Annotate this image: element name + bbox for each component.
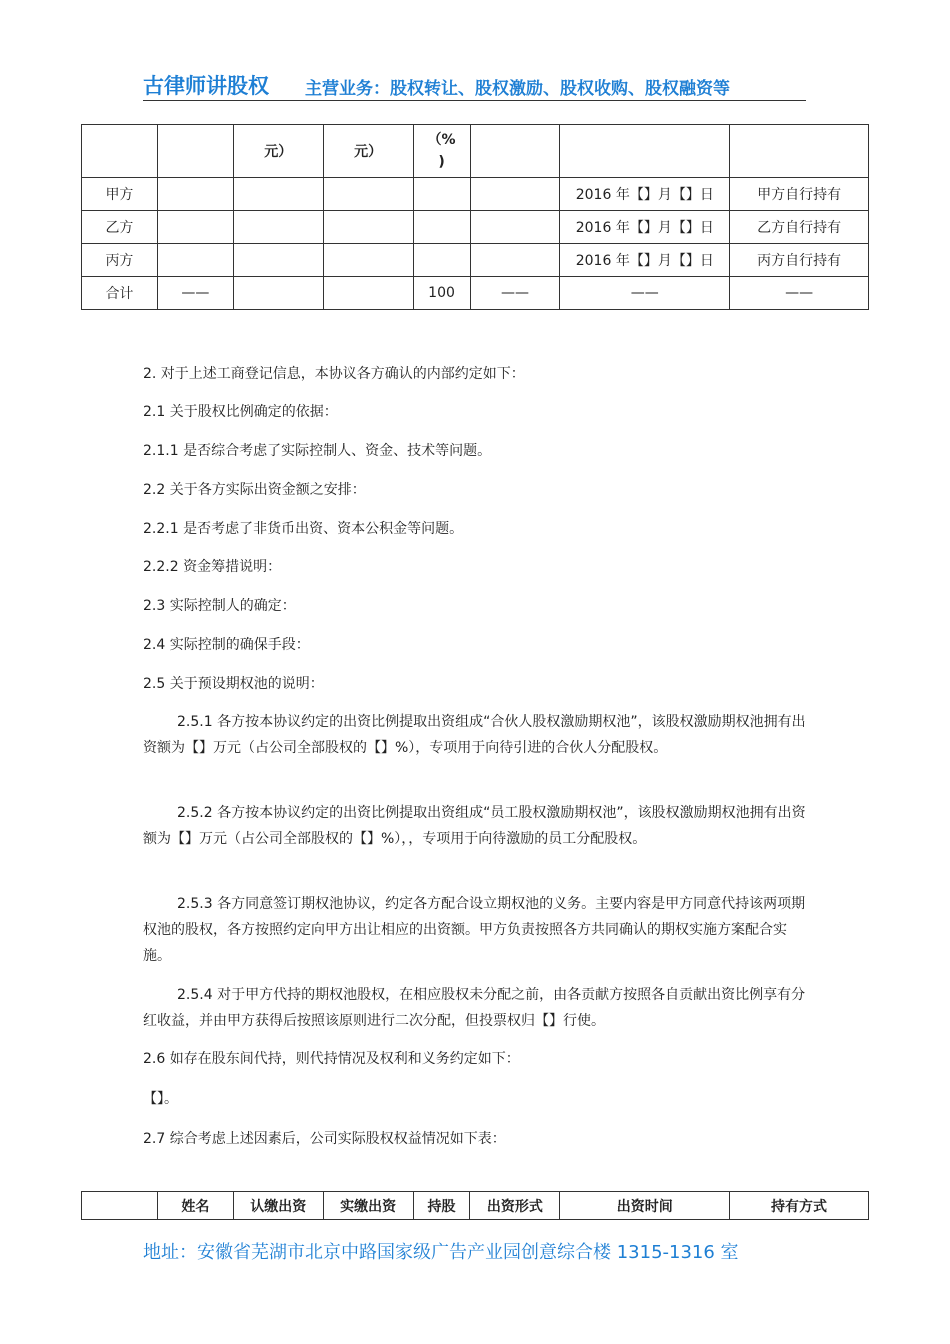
holding-method: 丙方自行持有 xyxy=(730,244,869,277)
paragraph: 2.2.1 是否考虑了非货币出资、资本公积金等问题。 xyxy=(143,521,464,537)
paragraph: 2.5.2 各方按本协议约定的出资比例提取出资组成“员工股权激励期权池”，该股权激励期权池拥有出资额为【】万元（占公司全部股权的【】%），，专项用于向待激励的员工分配股权。 xyxy=(143,805,806,847)
paragraph: 2.2 关于各方实际出资金额之安排： xyxy=(143,482,366,498)
contribution-date: 2016 年【】月【】日 xyxy=(560,211,730,244)
table-header-row xyxy=(82,1192,869,1220)
percent-label: （% xyxy=(427,132,456,148)
table-cell: —— xyxy=(730,277,869,310)
table-header-cell xyxy=(82,1192,158,1220)
table-row xyxy=(82,211,869,244)
paragraph: 2.5.4 对于甲方代持的期权池股权，在相应股权未分配之前，由各贡献方按照各自贡献出资比例享有分红收益，并由甲方获得后按照该原则进行二次分配，但投票权归【】行使。 xyxy=(143,987,806,1029)
paragraph: 2.2.2 资金筹措说明： xyxy=(143,559,282,575)
shareholder-name: 甲方 xyxy=(82,178,158,211)
paragraph: 2.7 综合考虑上述因素后，公司实际股权权益情况如下表： xyxy=(143,1131,506,1147)
table-cell: 元） xyxy=(323,125,413,178)
table-row xyxy=(82,244,869,277)
table-cell xyxy=(323,244,413,277)
paragraph: 2. 对于上述工商登记信息，本协议各方确认的内部约定如下： xyxy=(143,366,525,382)
table-cell xyxy=(413,178,470,211)
table-cell: 元） xyxy=(233,125,323,178)
table-cell xyxy=(323,277,413,310)
table-cell xyxy=(157,244,233,277)
paragraph: 【】。 xyxy=(143,1091,178,1107)
paragraph: 2.4 实际控制的确保手段： xyxy=(143,637,310,653)
table-cell: —— xyxy=(157,277,233,310)
table-total-row xyxy=(82,277,869,310)
table-header-cell: 出资时间 xyxy=(560,1192,730,1220)
table-cell: —— xyxy=(560,277,730,310)
shareholder-name: 乙方 xyxy=(82,211,158,244)
table-cell xyxy=(233,211,323,244)
table-cell xyxy=(323,178,413,211)
percent-label-close: ) xyxy=(438,154,445,170)
table-cell xyxy=(413,125,470,178)
business-scope: 主营业务：股权转让、股权激励、股权收购、股权融资等 xyxy=(305,79,730,99)
table-header-cell: 出资形式 xyxy=(470,1192,560,1220)
contribution-date: 2016 年【】月【】日 xyxy=(560,178,730,211)
paragraph: 2.5.1 各方按本协议约定的出资比例提取出资组成“合伙人股权激励期权池”，该股权激励期权池拥有出资额为【】万元（占公司全部股权的【】%），专项用于向待引进的合伙人分配股权。 xyxy=(143,714,806,756)
table-cell xyxy=(323,211,413,244)
paragraph: 2.5 关于预设期权池的说明： xyxy=(143,676,324,692)
paragraph: 2.3 实际控制人的确定： xyxy=(143,598,296,614)
table-cell xyxy=(233,178,323,211)
holding-method: 乙方自行持有 xyxy=(730,211,869,244)
table-cell xyxy=(157,178,233,211)
total-percent: 100 xyxy=(413,277,470,310)
brand-title: 古律师讲股权 xyxy=(143,74,269,98)
table-cell xyxy=(413,211,470,244)
table-cell xyxy=(470,211,560,244)
table-cell xyxy=(157,125,233,178)
table-header-cell: 姓名 xyxy=(157,1192,233,1220)
table-cell xyxy=(157,211,233,244)
table-header-cell: 持有方式 xyxy=(730,1192,869,1220)
table-cell xyxy=(413,244,470,277)
table-header-cell: 认缴出资 xyxy=(233,1192,323,1220)
shareholder-name: 丙方 xyxy=(82,244,158,277)
paragraph: 2.1 关于股权比例确定的依据： xyxy=(143,404,338,420)
table-cell xyxy=(233,244,323,277)
equity-interest-table xyxy=(81,1191,869,1220)
table-cell xyxy=(560,125,730,178)
contribution-date: 2016 年【】月【】日 xyxy=(560,244,730,277)
total-label: 合计 xyxy=(82,277,158,310)
paragraph: 2.1.1 是否综合考虑了实际控制人、资金、技术等问题。 xyxy=(143,443,492,459)
paragraph: 2.6 如存在股东间代持，则代持情况及权利和义务约定如下： xyxy=(143,1051,520,1067)
table-cell: —— xyxy=(470,277,560,310)
table-cell xyxy=(82,125,158,178)
table-header-cell: 实缴出资 xyxy=(323,1192,413,1220)
table-cell xyxy=(730,125,869,178)
table-header-cell: 持股 xyxy=(413,1192,470,1220)
table-cell xyxy=(470,125,560,178)
registration-table xyxy=(81,124,869,310)
table-cell xyxy=(470,244,560,277)
paragraph: 2.5.3 各方同意签订期权池协议，约定各方配合设立期权池的义务。主要内容是甲方同意代持该两项期权池的股权，各方按照约定向甲方出让相应的出资额。甲方负责按照各方共同确认的期权实施方案配合实施。 xyxy=(143,896,806,964)
table-cell xyxy=(470,178,560,211)
table-row xyxy=(82,178,869,211)
table-header-row xyxy=(82,125,869,178)
table-cell xyxy=(233,277,323,310)
holding-method: 甲方自行持有 xyxy=(730,178,869,211)
footer-address: 地址：安徽省芜湖市北京中路国家级广告产业园创意综合楼 1315-1316 室 xyxy=(143,1242,739,1263)
page-header xyxy=(143,70,806,101)
